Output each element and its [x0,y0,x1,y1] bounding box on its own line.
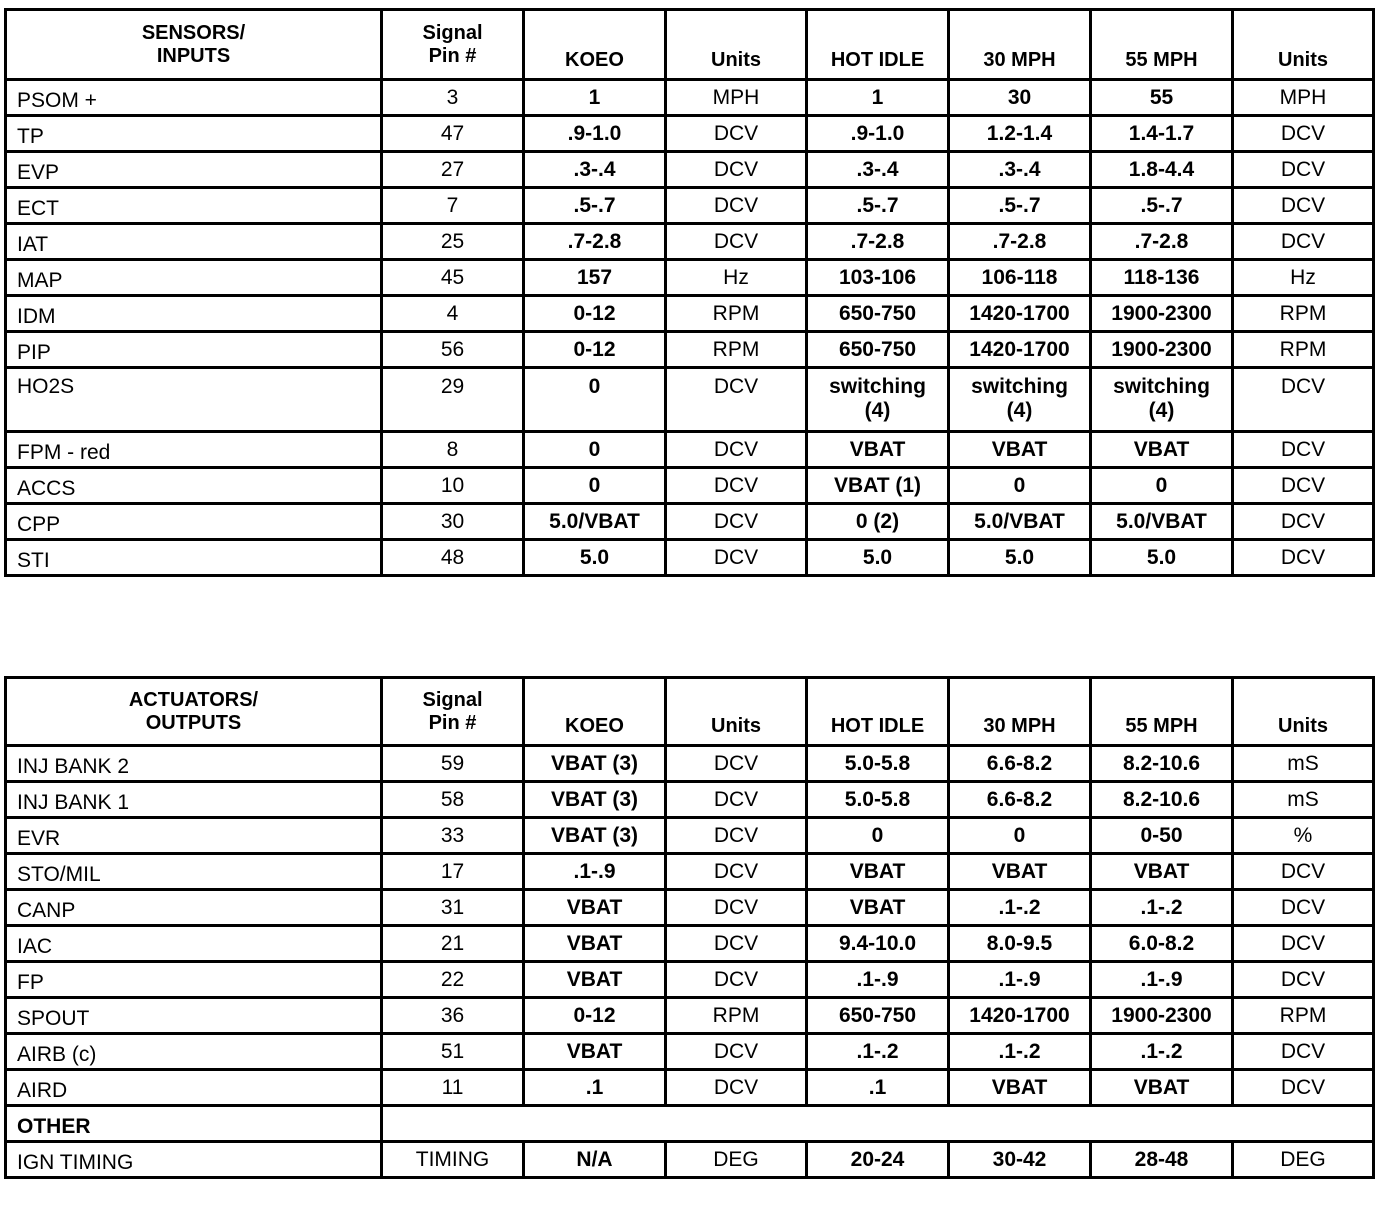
table-cell: .3-.4 [524,152,666,188]
table-cell: .1-.2 [949,890,1091,926]
sensors-header-pin: Signal Pin # [382,10,524,80]
table-cell: VBAT [949,854,1091,890]
table-cell: 5.0 [1091,540,1233,576]
sensors-header-units: Units [666,10,807,80]
table-cell: 29 [382,368,524,432]
sensors-header-name: SENSORS/ INPUTS [6,10,382,80]
row-label: EVR [6,818,382,854]
table-cell: .7-2.8 [524,224,666,260]
table-cell: 1420-1700 [949,296,1091,332]
table-cell: % [1233,818,1374,854]
table-cell: 55 [1091,80,1233,116]
actuators-header-55mph: 55 MPH [1091,678,1233,746]
table-cell: 51 [382,1034,524,1070]
table-cell: 5.0 [949,540,1091,576]
table-cell: 58 [382,782,524,818]
table-cell: mS [1233,782,1374,818]
other-row [6,1106,1374,1142]
table-row [6,260,1374,296]
table-cell: .5-.7 [1091,188,1233,224]
other-empty-cell [382,1106,1374,1142]
row-label: FP [6,962,382,998]
table-cell: 30 [382,504,524,540]
table-cell: .7-2.8 [807,224,949,260]
table-cell: 0 [1091,468,1233,504]
row-label: STI [6,540,382,576]
table-cell: 48 [382,540,524,576]
table-cell: 10 [382,468,524,504]
row-label: AIRD [6,1070,382,1106]
table-cell: .1-.2 [1091,890,1233,926]
table-cell: 0 [949,818,1091,854]
table-cell: 17 [382,854,524,890]
table-row [6,368,1374,432]
table-cell: .5-.7 [807,188,949,224]
table-cell: .1-.9 [949,962,1091,998]
table-cell: VBAT [807,890,949,926]
row-label: SPOUT [6,998,382,1034]
table-row [6,854,1374,890]
table-cell: 30-42 [949,1142,1091,1178]
sensors-table [4,8,1375,577]
table-cell: VBAT (3) [524,746,666,782]
table-cell: 118-136 [1091,260,1233,296]
table-cell: 47 [382,116,524,152]
table-cell: VBAT [949,432,1091,468]
table-row [6,782,1374,818]
other-label: OTHER [6,1106,382,1142]
table-cell: 5.0 [524,540,666,576]
table-cell: 8.2-10.6 [1091,782,1233,818]
table-cell: DCV [1233,926,1374,962]
row-label: PIP [6,332,382,368]
row-label: MAP [6,260,382,296]
actuators-header-hot-idle: HOT IDLE [807,678,949,746]
row-label: TP [6,116,382,152]
table-cell: DCV [1233,432,1374,468]
table-cell: 8.0-9.5 [949,926,1091,962]
table-cell: DCV [666,504,807,540]
table-cell: 30 [949,80,1091,116]
actuators-header-30mph: 30 MPH [949,678,1091,746]
table-cell: VBAT [524,926,666,962]
table-cell: RPM [1233,332,1374,368]
table-cell: VBAT [1091,432,1233,468]
table-cell: VBAT [949,1070,1091,1106]
table-cell: .7-2.8 [949,224,1091,260]
table-cell: 59 [382,746,524,782]
table-cell: DCV [1233,368,1374,432]
table-cell: 0 [524,432,666,468]
table-cell: DCV [666,854,807,890]
table-cell: DCV [1233,540,1374,576]
table-cell: .9-1.0 [524,116,666,152]
row-label: HO2S [6,368,382,432]
table-cell: 9.4-10.0 [807,926,949,962]
table-cell: 0 (2) [807,504,949,540]
table-cell: .5-.7 [949,188,1091,224]
sensors-header-koeo: KOEO [524,10,666,80]
table-row [6,80,1374,116]
table-cell: 1.8-4.4 [1091,152,1233,188]
table-cell: 0-50 [1091,818,1233,854]
table-cell: 650-750 [807,998,949,1034]
table-cell: VBAT [1091,854,1233,890]
table-cell: 8 [382,432,524,468]
sensors-header-row [6,10,1374,80]
table-cell: DCV [666,746,807,782]
table-row [6,746,1374,782]
row-label: FPM - red [6,432,382,468]
actuators-header-row [6,678,1374,746]
table-cell: 1900-2300 [1091,998,1233,1034]
table-cell: VBAT (3) [524,818,666,854]
table-row [6,188,1374,224]
table-cell: 5.0-5.8 [807,746,949,782]
table-row [6,540,1374,576]
table-cell: DCV [666,224,807,260]
table-cell: 650-750 [807,296,949,332]
table-cell: DCV [666,818,807,854]
table-row [6,468,1374,504]
table-cell: N/A [524,1142,666,1178]
table-cell: 0-12 [524,296,666,332]
table-cell: DCV [666,188,807,224]
table-cell: 0-12 [524,332,666,368]
actuators-header-units: Units [666,678,807,746]
row-label: CPP [6,504,382,540]
table-cell: 1900-2300 [1091,332,1233,368]
table-cell: VBAT [807,854,949,890]
table-cell: 1 [524,80,666,116]
table-row [6,296,1374,332]
table-cell: .1-.9 [524,854,666,890]
table-cell: DCV [1233,1034,1374,1070]
table-cell: DCV [1233,188,1374,224]
table-cell: .1-.2 [807,1034,949,1070]
table-cell: DCV [666,962,807,998]
table-cell: DEG [666,1142,807,1178]
table-cell: DCV [666,1034,807,1070]
table-cell: DCV [1233,468,1374,504]
table-row [6,926,1374,962]
table-cell: 157 [524,260,666,296]
table-row [6,1070,1374,1106]
table-row [6,332,1374,368]
row-label: PSOM + [6,80,382,116]
table-cell: switching (4) [807,368,949,432]
table-cell: 28-48 [1091,1142,1233,1178]
table-cell: .3-.4 [949,152,1091,188]
table-cell: VBAT [524,1034,666,1070]
table-cell: MPH [1233,80,1374,116]
table-cell: 1.4-1.7 [1091,116,1233,152]
table-cell: VBAT [524,962,666,998]
table-cell: 33 [382,818,524,854]
table-cell: 5.0/VBAT [524,504,666,540]
table-cell: 1420-1700 [949,332,1091,368]
table-cell: 20-24 [807,1142,949,1178]
row-label: IGN TIMING [6,1142,382,1178]
sensors-body [6,80,1374,576]
table-cell: 25 [382,224,524,260]
table-cell: 6.6-8.2 [949,782,1091,818]
table-cell: 45 [382,260,524,296]
table-cell: RPM [666,332,807,368]
table-cell: 56 [382,332,524,368]
row-label: INJ BANK 2 [6,746,382,782]
table-cell: DCV [666,468,807,504]
table-cell: DCV [666,368,807,432]
table-cell: 8.2-10.6 [1091,746,1233,782]
table-cell: MPH [666,80,807,116]
sensors-header-hot-idle: HOT IDLE [807,10,949,80]
table-cell: DCV [1233,854,1374,890]
table-row [6,998,1374,1034]
table-row [6,504,1374,540]
table-cell: mS [1233,746,1374,782]
table-cell: DCV [666,926,807,962]
table-cell: 11 [382,1070,524,1106]
table-cell: .1-.9 [807,962,949,998]
table-cell: VBAT [1091,1070,1233,1106]
table-row [6,152,1374,188]
table-cell: DCV [666,152,807,188]
table-cell: DCV [1233,962,1374,998]
table-cell: DCV [666,890,807,926]
table-cell: DCV [1233,890,1374,926]
table-cell: VBAT (3) [524,782,666,818]
table-cell: VBAT [524,890,666,926]
table-cell: 27 [382,152,524,188]
table-cell: Hz [666,260,807,296]
table-cell: VBAT (1) [807,468,949,504]
table-cell: 0-12 [524,998,666,1034]
table-cell: 106-118 [949,260,1091,296]
table-cell: RPM [666,998,807,1034]
table-cell: 5.0-5.8 [807,782,949,818]
sensors-header-55mph: 55 MPH [1091,10,1233,80]
table-cell: DCV [666,116,807,152]
table-cell: .1-.2 [1091,1034,1233,1070]
table-cell: DCV [666,540,807,576]
actuators-header-units-2: Units [1233,678,1374,746]
table-cell: 22 [382,962,524,998]
table-cell: 1420-1700 [949,998,1091,1034]
sensors-header-units-2: Units [1233,10,1374,80]
actuators-body [6,746,1374,1178]
table-cell: switching (4) [949,368,1091,432]
table-cell: 6.6-8.2 [949,746,1091,782]
table-cell: .3-.4 [807,152,949,188]
table-row [6,116,1374,152]
row-label: IDM [6,296,382,332]
table-cell: 4 [382,296,524,332]
table-cell: 650-750 [807,332,949,368]
table-cell: RPM [1233,296,1374,332]
ign-timing-row [6,1142,1374,1178]
table-cell: RPM [666,296,807,332]
table-cell: DCV [1233,504,1374,540]
table-cell: .1 [524,1070,666,1106]
table-cell: 103-106 [807,260,949,296]
table-row [6,432,1374,468]
table-cell: .1 [807,1070,949,1106]
table-row [6,818,1374,854]
row-label: CANP [6,890,382,926]
row-label: ACCS [6,468,382,504]
row-label: ECT [6,188,382,224]
table-cell: DCV [1233,224,1374,260]
row-label: STO/MIL [6,854,382,890]
row-label: INJ BANK 1 [6,782,382,818]
actuators-header-pin: Signal Pin # [382,678,524,746]
table-cell: .1-.9 [1091,962,1233,998]
table-cell: 5.0/VBAT [1091,504,1233,540]
table-cell: 0 [949,468,1091,504]
table-cell: VBAT [807,432,949,468]
table-cell: DCV [1233,1070,1374,1106]
row-label: IAC [6,926,382,962]
table-cell: 5.0/VBAT [949,504,1091,540]
table-cell: 1.2-1.4 [949,116,1091,152]
actuators-header-name: ACTUATORS/ OUTPUTS [6,678,382,746]
row-label: EVP [6,152,382,188]
actuators-header-koeo: KOEO [524,678,666,746]
table-cell: DCV [666,1070,807,1106]
table-cell: 6.0-8.2 [1091,926,1233,962]
table-cell: 0 [524,368,666,432]
table-row [6,890,1374,926]
table-cell: 3 [382,80,524,116]
table-row [6,962,1374,998]
table-cell: DCV [666,432,807,468]
table-cell: DCV [666,782,807,818]
table-row [6,1034,1374,1070]
table-cell: .9-1.0 [807,116,949,152]
table-cell: 1900-2300 [1091,296,1233,332]
table-cell: 7 [382,188,524,224]
table-cell: switching (4) [1091,368,1233,432]
row-label: IAT [6,224,382,260]
table-cell: 0 [807,818,949,854]
table-cell: 21 [382,926,524,962]
table-cell: 36 [382,998,524,1034]
table-cell: .7-2.8 [1091,224,1233,260]
table-cell: 0 [524,468,666,504]
actuators-table [4,676,1375,1179]
table-cell: DCV [1233,116,1374,152]
sensors-header-30mph: 30 MPH [949,10,1091,80]
table-cell: 1 [807,80,949,116]
table-cell: .1-.2 [949,1034,1091,1070]
table-cell: Hz [1233,260,1374,296]
table-cell: TIMING [382,1142,524,1178]
table-row [6,224,1374,260]
table-cell: RPM [1233,998,1374,1034]
row-label: AIRB (c) [6,1034,382,1070]
table-cell: .5-.7 [524,188,666,224]
table-cell: DCV [1233,152,1374,188]
table-cell: DEG [1233,1142,1374,1178]
table-cell: 31 [382,890,524,926]
table-cell: 5.0 [807,540,949,576]
